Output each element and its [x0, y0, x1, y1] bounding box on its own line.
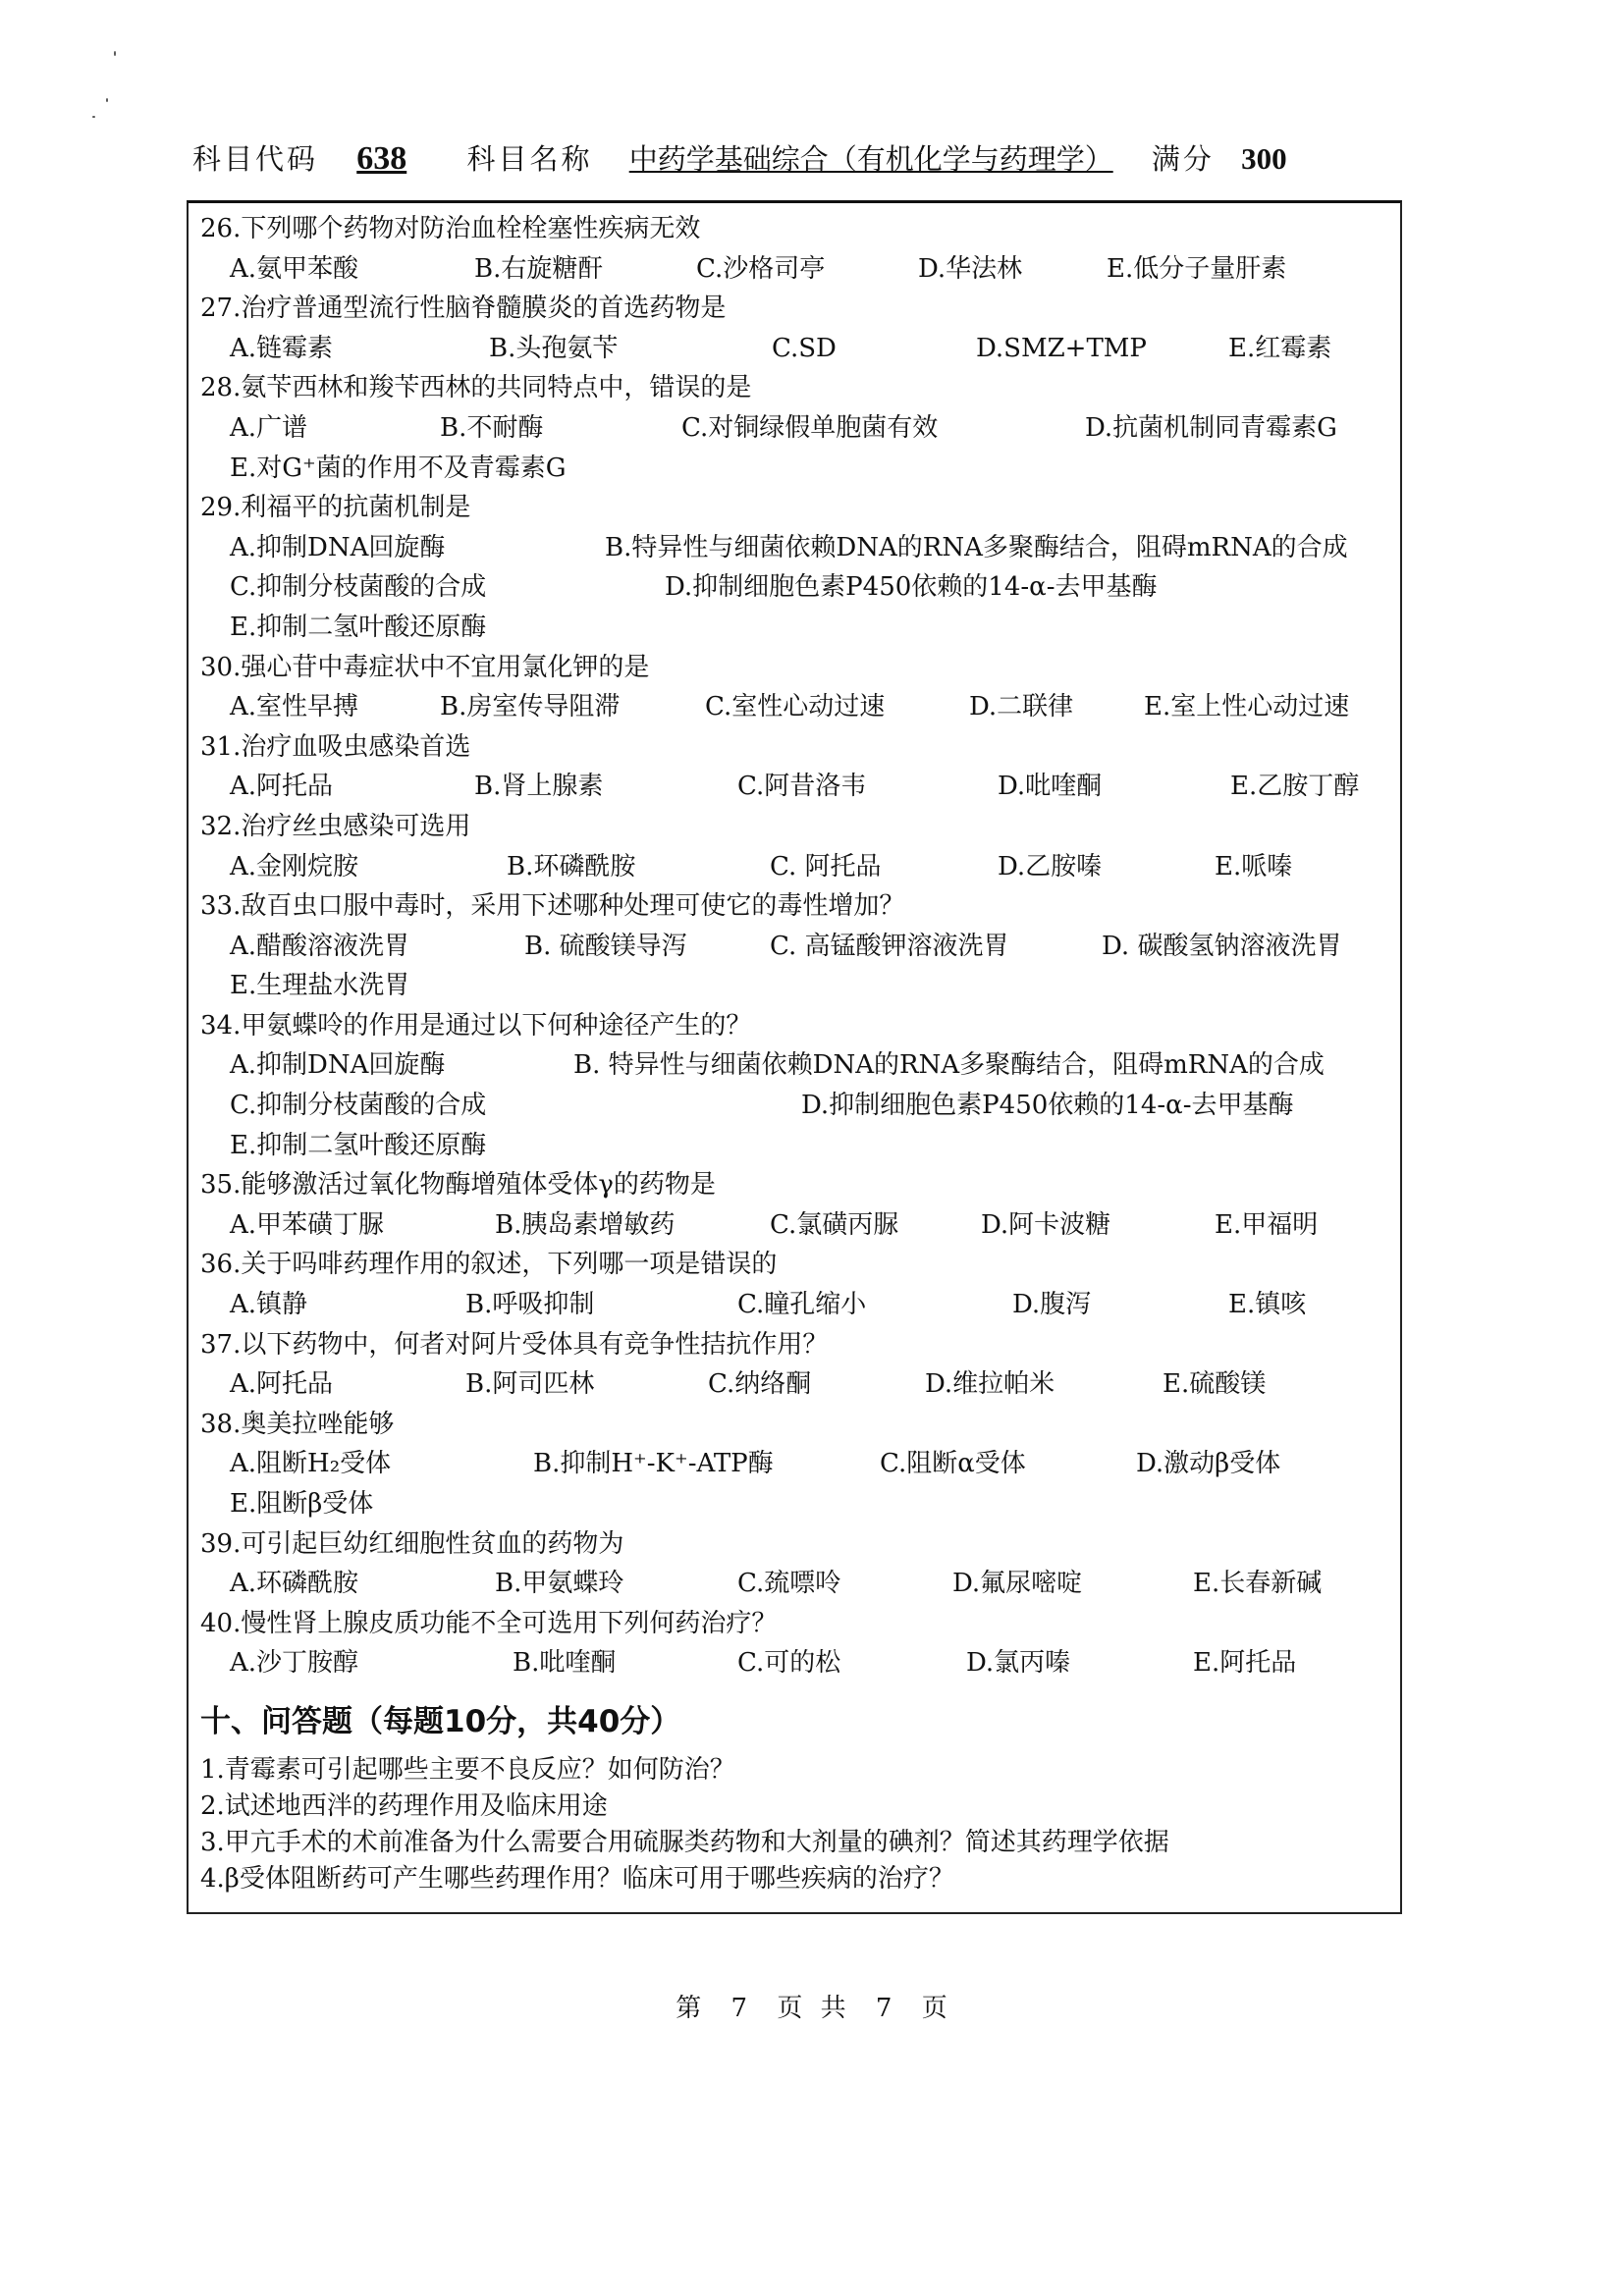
answer-option: D.华法林 — [918, 253, 1023, 284]
answer-option: E.哌嗪 — [1215, 851, 1293, 881]
answer-option: E.低分子量肝素 — [1107, 253, 1287, 284]
question-stem: 40.慢性肾上腺皮质功能不全可选用下列何药治疗？ — [200, 1608, 778, 1638]
question-stem: 30.强心苷中毒症状中不宜用氯化钾的是 — [200, 652, 650, 682]
answer-option: D.二联律 — [969, 692, 1074, 722]
answer-option: A.链霉素 — [230, 333, 334, 363]
option-row — [200, 1126, 1400, 1166]
answer-option: C.对铜绿假单胞菌有效 — [681, 412, 939, 443]
question-box — [187, 200, 1402, 1914]
answer-option: C.沙格司亭 — [696, 253, 826, 284]
answer-option: B.甲氨蝶玲 — [495, 1569, 624, 1599]
answer-option: A.氨甲苯酸 — [230, 253, 359, 284]
question-stem: 37.以下药物中，何者对阿片受体具有竞争性拮抗作用？ — [200, 1329, 829, 1360]
option-row — [200, 567, 1400, 608]
answer-option: C.室性心动过速 — [705, 692, 886, 722]
answer-option: C.瞳孔缩小 — [737, 1290, 867, 1320]
option-row — [200, 608, 1400, 648]
answer-option: B. 硫酸镁导泻 — [524, 931, 687, 961]
question-stem: 36.关于吗啡药理作用的叙述，下列哪一项是错误的 — [200, 1250, 778, 1280]
answer-option: B.阿司匹林 — [465, 1369, 595, 1400]
option-row — [200, 927, 1400, 967]
question-stem: 26.下列哪个药物对防治血栓栓塞性疾病无效 — [200, 214, 701, 243]
answer-option: E.室上性心动过速 — [1144, 692, 1350, 722]
answer-option: D.抑制细胞色素P450依赖的14-α-去甲基酶 — [665, 572, 1158, 603]
answer-option: A.阿托品 — [230, 1369, 334, 1400]
page-footer — [0, 1988, 1623, 2024]
option-row — [200, 1564, 1400, 1604]
answer-option: E.长春新碱 — [1193, 1569, 1323, 1599]
answer-option: B.右旋糖酐 — [474, 253, 604, 284]
answer-option: D.SMZ+TMP — [976, 333, 1147, 363]
answer-option: E.硫酸镁 — [1163, 1369, 1267, 1400]
answer-option: B.吡喹酮 — [513, 1648, 617, 1679]
answer-option: A.室性早搏 — [230, 692, 359, 722]
answer-option: C.氯磺丙脲 — [770, 1209, 899, 1240]
essay-list — [200, 1752, 1400, 1897]
option-row — [200, 408, 1400, 449]
answer-option: D. 碳酸氢钠溶液洗胃 — [1102, 931, 1342, 961]
answer-option: E.生理盐水洗胃 — [230, 971, 410, 1001]
answer-option: D.腹泻 — [1012, 1290, 1092, 1320]
answer-option: A.抑制DNA回旋酶 — [230, 532, 446, 562]
question-stem: 32.治疗丝虫感染可选用 — [200, 811, 471, 841]
full-score: 300 — [1241, 141, 1287, 176]
answer-option: A.沙丁胺醇 — [230, 1648, 359, 1679]
question-stem: 27.治疗普通型流行性脑脊髓膜炎的首选药物是 — [200, 294, 727, 324]
question-stem: 33.敌百虫口服中毒时，采用下述哪种处理可使它的毒性增加？ — [200, 891, 905, 922]
question-stem: 28.氨苄西林和羧苄西林的共同特点中，错误的是 — [200, 373, 752, 403]
answer-option: D.吡喹酮 — [998, 772, 1103, 802]
answer-option: E.阻断β受体 — [230, 1489, 374, 1519]
subject-code: 638 — [356, 140, 407, 177]
answer-option: D.维拉帕米 — [925, 1369, 1055, 1400]
answer-option: C.阻断α受体 — [880, 1449, 1026, 1479]
answer-option: A.环磷酰胺 — [230, 1569, 359, 1599]
answer-option: B. 特异性与细菌依赖DNA的RNA多聚酶结合，阻碍mRNA的合成 — [573, 1050, 1325, 1081]
answer-option: C. 高锰酸钾溶液洗胃 — [770, 931, 1009, 961]
answer-option: C.纳络酮 — [708, 1369, 812, 1400]
option-row — [200, 966, 1400, 1006]
subject-name-label: 科目名称 — [466, 142, 593, 176]
answer-option: D.乙胺嗪 — [998, 851, 1103, 881]
answer-option: B.呼吸抑制 — [465, 1290, 595, 1320]
answer-option: A.阻断H₂受体 — [230, 1449, 392, 1479]
answer-option: E.对G⁺菌的作用不及青霉素G — [230, 453, 567, 483]
full-score-label: 满分 — [1151, 142, 1215, 176]
answer-option: C.SD — [772, 333, 837, 363]
option-row — [200, 249, 1400, 290]
option-row — [200, 1364, 1400, 1405]
answer-option: E.镇咳 — [1228, 1290, 1307, 1320]
footer-suffix: 页 — [921, 1994, 947, 2023]
answer-option: A.抑制DNA回旋酶 — [230, 1050, 446, 1081]
answer-option: C.可的松 — [737, 1648, 841, 1679]
answer-option: D.氟尿嘧啶 — [952, 1569, 1083, 1599]
answer-option: B.肾上腺素 — [474, 772, 604, 802]
answer-option: D.氯丙嗪 — [966, 1648, 1071, 1679]
answer-option: A.醋酸溶液洗胃 — [230, 931, 410, 961]
answer-option: E.抑制二氢叶酸还原酶 — [230, 1130, 487, 1160]
option-row — [200, 1205, 1400, 1246]
essay-question: 3.甲亢手术的术前准备为什么需要合用硫脲类药物和大剂量的碘剂？简述其药理学依据 — [200, 1827, 1169, 1857]
answer-option: D.抑制细胞色素P450依赖的14-α-去甲基酶 — [801, 1091, 1294, 1121]
answer-option: D.激动β受体 — [1136, 1449, 1281, 1479]
answer-option: E.乙胺丁醇 — [1230, 772, 1360, 802]
answer-option: B.胰岛素增敏药 — [495, 1209, 676, 1240]
answer-option: C.阿昔洛韦 — [737, 772, 867, 802]
answer-option: C.抑制分枝菌酸的合成 — [230, 572, 487, 603]
answer-option: B.特异性与细菌依赖DNA的RNA多聚酶结合，阻碍mRNA的合成 — [605, 532, 1348, 562]
answer-option: B.环磷酰胺 — [507, 851, 636, 881]
option-row — [200, 1285, 1400, 1325]
option-row — [200, 449, 1400, 489]
option-row — [200, 1045, 1400, 1086]
answer-option: E.红霉素 — [1228, 333, 1332, 363]
answer-option: E.抑制二氢叶酸还原酶 — [230, 612, 487, 642]
option-row — [200, 687, 1400, 727]
question-stem: 34.甲氨蝶呤的作用是通过以下何种途径产生的？ — [200, 1010, 752, 1041]
answer-option: D.阿卡波糖 — [981, 1209, 1111, 1240]
exam-header — [192, 137, 1287, 178]
essay-question: 2.试述地西泮的药理作用及临床用途 — [200, 1790, 608, 1821]
subject-name: 中药学基础综合（有机化学与药理学） — [628, 142, 1113, 176]
footer-mid: 页 共 — [777, 1994, 846, 2023]
answer-option: B.头孢氨苄 — [489, 333, 619, 363]
essay-question: 4.β受体阻断药可产生哪些药理作用？临床可用于哪些疾病的治疗？ — [200, 1863, 954, 1894]
answer-option: A.甲苯磺丁脲 — [230, 1209, 385, 1240]
answer-option: D.抗菌机制同青霉素G — [1085, 412, 1337, 443]
answer-option: B.不耐酶 — [440, 412, 544, 443]
page-total: 7 — [875, 1994, 893, 2023]
option-row — [200, 1484, 1400, 1524]
option-row — [200, 767, 1400, 807]
answer-option: A.阿托品 — [230, 772, 334, 802]
answer-option: A.金刚烷胺 — [230, 851, 359, 881]
question-stem: 39.可引起巨幼红细胞性贫血的药物为 — [200, 1528, 624, 1559]
question-stem: 38.奥美拉唑能够 — [200, 1409, 395, 1439]
answer-option: C. 阿托品 — [770, 851, 882, 881]
page-number: 7 — [730, 1994, 748, 2023]
option-row — [200, 528, 1400, 568]
footer-prefix: 第 — [676, 1994, 702, 2023]
option-row — [200, 329, 1400, 369]
essay-question: 1.青霉素可引起哪些主要不良反应？如何防治？ — [200, 1754, 735, 1785]
option-row — [200, 1086, 1400, 1126]
option-row — [200, 1444, 1400, 1484]
subject-code-label: 科目代码 — [192, 142, 319, 176]
option-row — [200, 1643, 1400, 1683]
section-title: 十、问答题（每题10分，共40分） — [200, 1703, 681, 1739]
answer-option: E.甲福明 — [1215, 1209, 1319, 1240]
answer-option: C.抑制分枝菌酸的合成 — [230, 1091, 487, 1121]
question-stem: 29.利福平的抗菌机制是 — [200, 493, 471, 523]
answer-option: E.阿托品 — [1193, 1648, 1297, 1679]
answer-option: A.广谱 — [230, 412, 308, 443]
question-list — [200, 209, 1400, 1683]
answer-option: C.巯嘌呤 — [737, 1569, 841, 1599]
answer-option: B.抑制H⁺-K⁺-ATP酶 — [533, 1449, 774, 1479]
answer-option: B.房室传导阻滞 — [440, 692, 621, 722]
question-stem: 31.治疗血吸虫感染首选 — [200, 731, 471, 762]
answer-option: A.镇静 — [230, 1290, 308, 1320]
option-row — [200, 847, 1400, 887]
question-stem: 35.能够激活过氧化物酶增殖体受体γ的药物是 — [200, 1170, 716, 1201]
